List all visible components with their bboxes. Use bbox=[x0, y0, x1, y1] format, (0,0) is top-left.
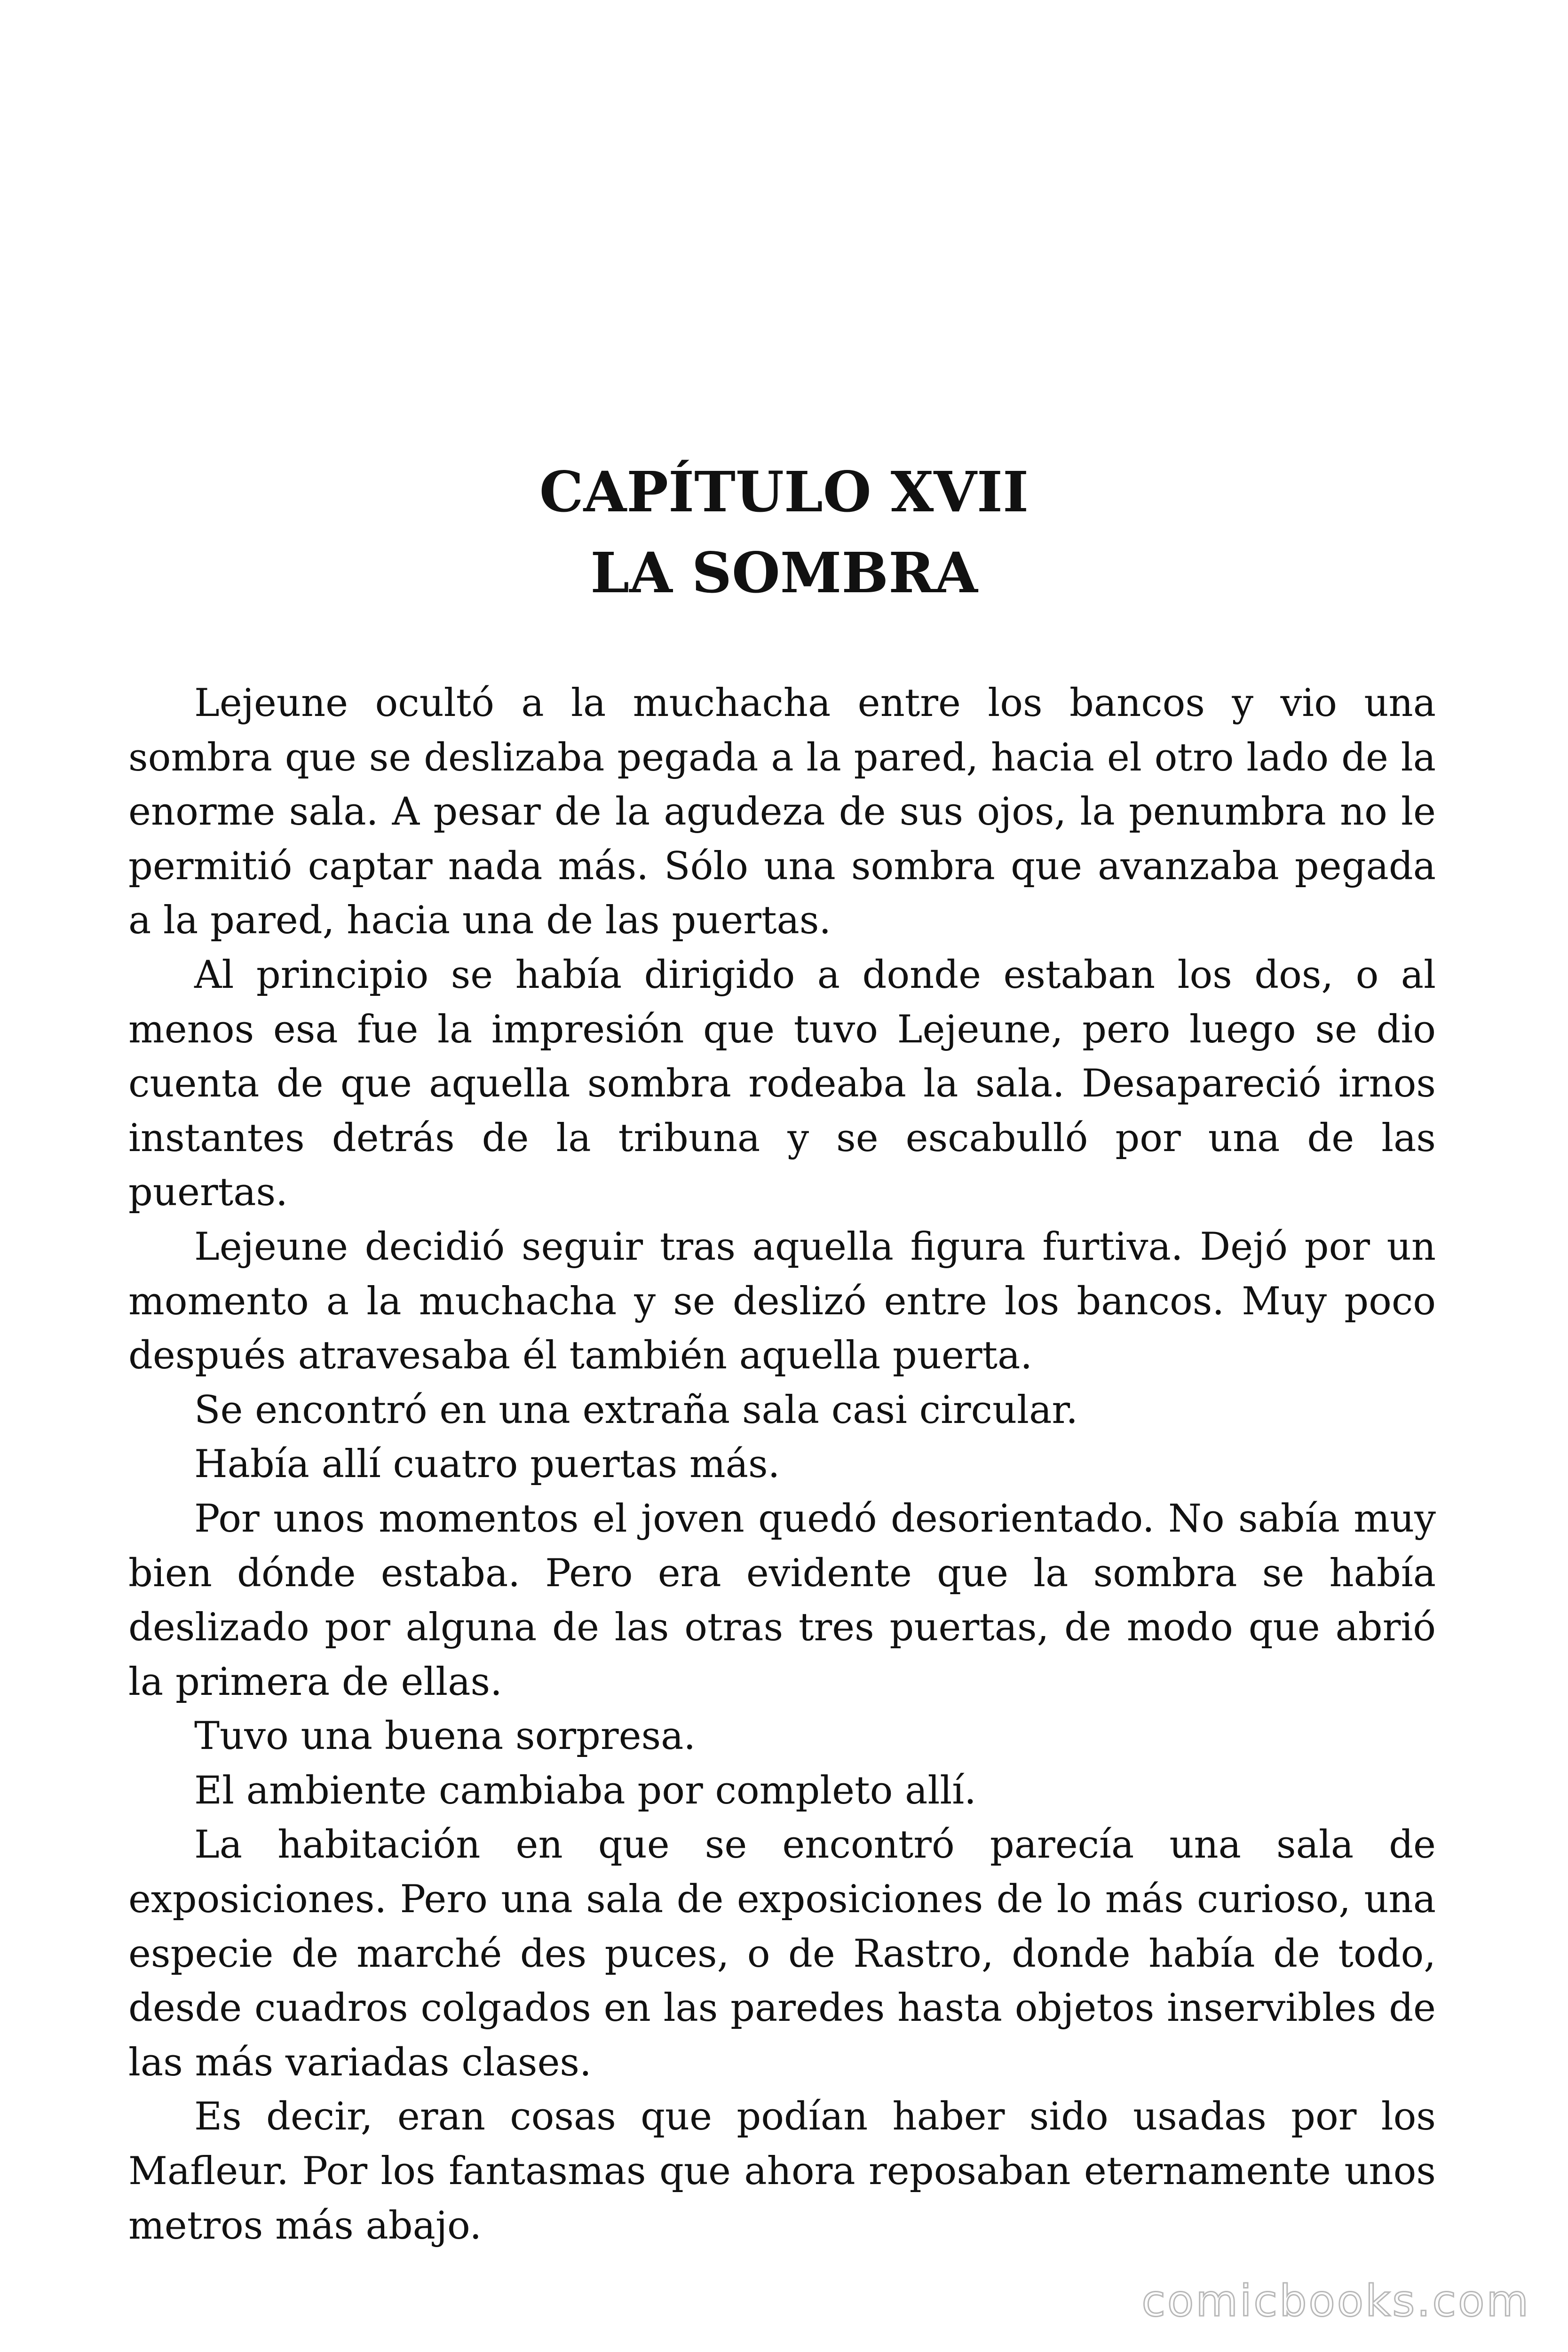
chapter-number: CAPÍTULO XVII bbox=[539, 459, 1029, 524]
paragraph: Es decir, eran cosas que podían haber sido usadas por los Mafleur. Por los fantasmas que ahora reposaban eternamente unos metros más abajo. bbox=[128, 2095, 1436, 2248]
paragraph: Tuvo una buena sorpresa. bbox=[194, 1714, 696, 1759]
paragraph: Lejeune ocultó a la muchacha entre los bancos y vio una sombra que se deslizaba pegada a la pared, hacia el otro lado de la enorme sala. A pesar de la agudeza de sus ojos, la penumbra no le permitió captar nada más. Sólo una sombra que avanzaba pegada a la pared, hacia una de las puertas. bbox=[128, 681, 1436, 943]
paragraph: Había allí cuatro puertas más. bbox=[194, 1442, 780, 1487]
chapter-body bbox=[128, 676, 1436, 2253]
paragraph: Lejeune decidió seguir tras aquella figura furtiva. Dejó por un momento a la muchacha y se deslizó entre los bancos. Muy poco después atravesaba él también aquella puerta. bbox=[128, 1224, 1436, 1378]
paragraph: Por unos momentos el joven quedó desorientado. No sabía muy bien dónde estaba. Pero era evidente que la sombra se había deslizado por alguna de las otras tres puertas, de modo que abrió la primera de ellas. bbox=[128, 1496, 1436, 1704]
chapter-heading bbox=[0, 452, 1568, 613]
chapter-title: LA SOMBRA bbox=[590, 540, 978, 605]
paragraph: Se encontró en una extraña sala casi circular. bbox=[194, 1388, 1078, 1432]
watermark: comicbooks.com bbox=[1141, 2276, 1530, 2326]
paragraph: Al principio se había dirigido a donde estaban los dos, o al menos esa fue la impresión que tuvo Lejeune, pero luego se dio cuenta de que aquella sombra rodeaba la sala. Desapareció irnos instantes detrás de la tribuna y se escabulló por una de las puertas. bbox=[128, 953, 1436, 1215]
paragraph: La habitación en que se encontró parecía una sala de exposiciones. Pero una sala de exposiciones de lo más curioso, una especie de marché des puces, o de Rastro, donde había de todo, desde cuadros colgados en las paredes hasta objetos inservibles de las más variadas clases. bbox=[128, 1823, 1436, 2085]
paragraph: El ambiente cambiaba por completo allí. bbox=[194, 1768, 976, 1813]
